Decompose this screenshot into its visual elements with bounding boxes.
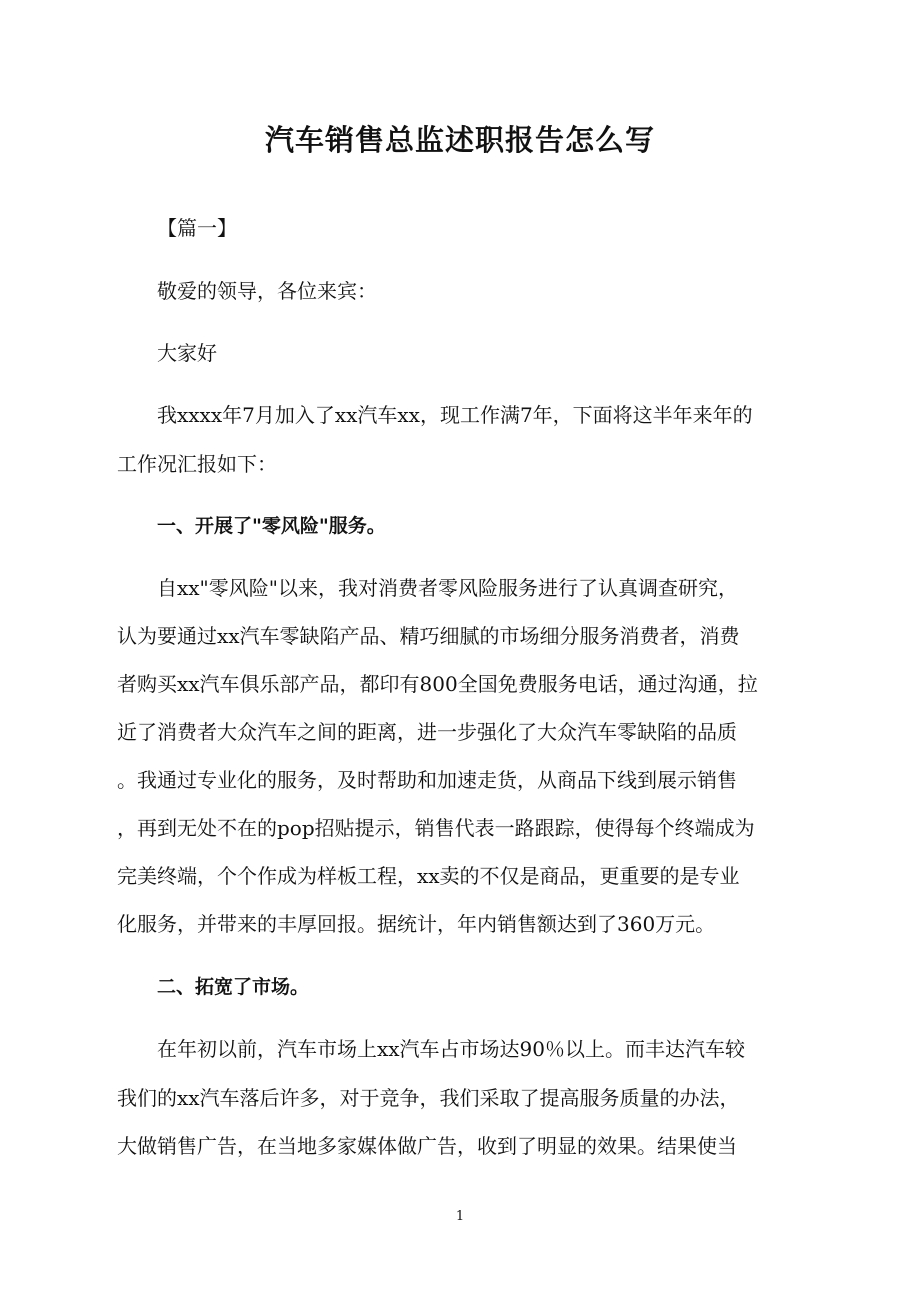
intro-line: 我xxxx年7月加入了xx汽车xx，现工作满7年，下面将这半年来年的 bbox=[157, 403, 753, 427]
document-title: 汽车销售总监述职报告怎么写 bbox=[264, 123, 655, 157]
hello-line: 大家好 bbox=[157, 341, 217, 365]
paragraph-line: 化服务，并带来的丰厚回报。据统计，年内销售额达到了360万元。 bbox=[117, 912, 716, 936]
paragraph-line: 完美终端，个个作成为样板工程，xx卖的不仅是商品，更重要的是专业 bbox=[117, 864, 740, 888]
paragraph-line: 在年初以前，汽车市场上xx汽车占市场达90％以上。而丰达汽车较 bbox=[157, 1037, 746, 1061]
paragraph-line: 近了消费者大众汽车之间的距离，进一步强化了大众汽车零缺陷的品质 bbox=[117, 720, 737, 744]
paragraph-line: 自xx"零风险"以来，我对消费者零风险服务进行了认真调查研究， bbox=[157, 576, 738, 600]
greeting-line: 敬爱的领导，各位来宾： bbox=[157, 279, 377, 303]
paragraph-line: 者购买xx汽车俱乐部产品，都印有800全国免费服务电话，通过沟通，拉 bbox=[117, 672, 758, 696]
intro-line: 工作况汇报如下： bbox=[117, 452, 277, 476]
paragraph-line: 我们的xx汽车落后许多，对于竞争，我们采取了提高服务质量的办法， bbox=[117, 1086, 740, 1110]
section-heading-2: 二、拓宽了市场。 bbox=[157, 976, 310, 998]
paragraph-line: 。我通过专业化的服务，及时帮助和加速走货，从商品下线到展示销售 bbox=[117, 768, 737, 792]
paragraph-line: ，再到无处不在的pop招贴提示，销售代表一路跟踪，使得每个终端成为 bbox=[117, 816, 755, 840]
paragraph-line: 认为要通过xx汽车零缺陷产品、精巧细腻的市场细分服务消费者，消费 bbox=[117, 624, 740, 648]
page-number: 1 bbox=[455, 1209, 465, 1224]
section-heading-1: 一、开展了"零风险"服务。 bbox=[157, 515, 386, 537]
paragraph-line: 大做销售广告，在当地多家媒体做广告，收到了明显的效果。结果使当 bbox=[117, 1134, 737, 1158]
section-label: 【篇一】 bbox=[157, 216, 237, 240]
